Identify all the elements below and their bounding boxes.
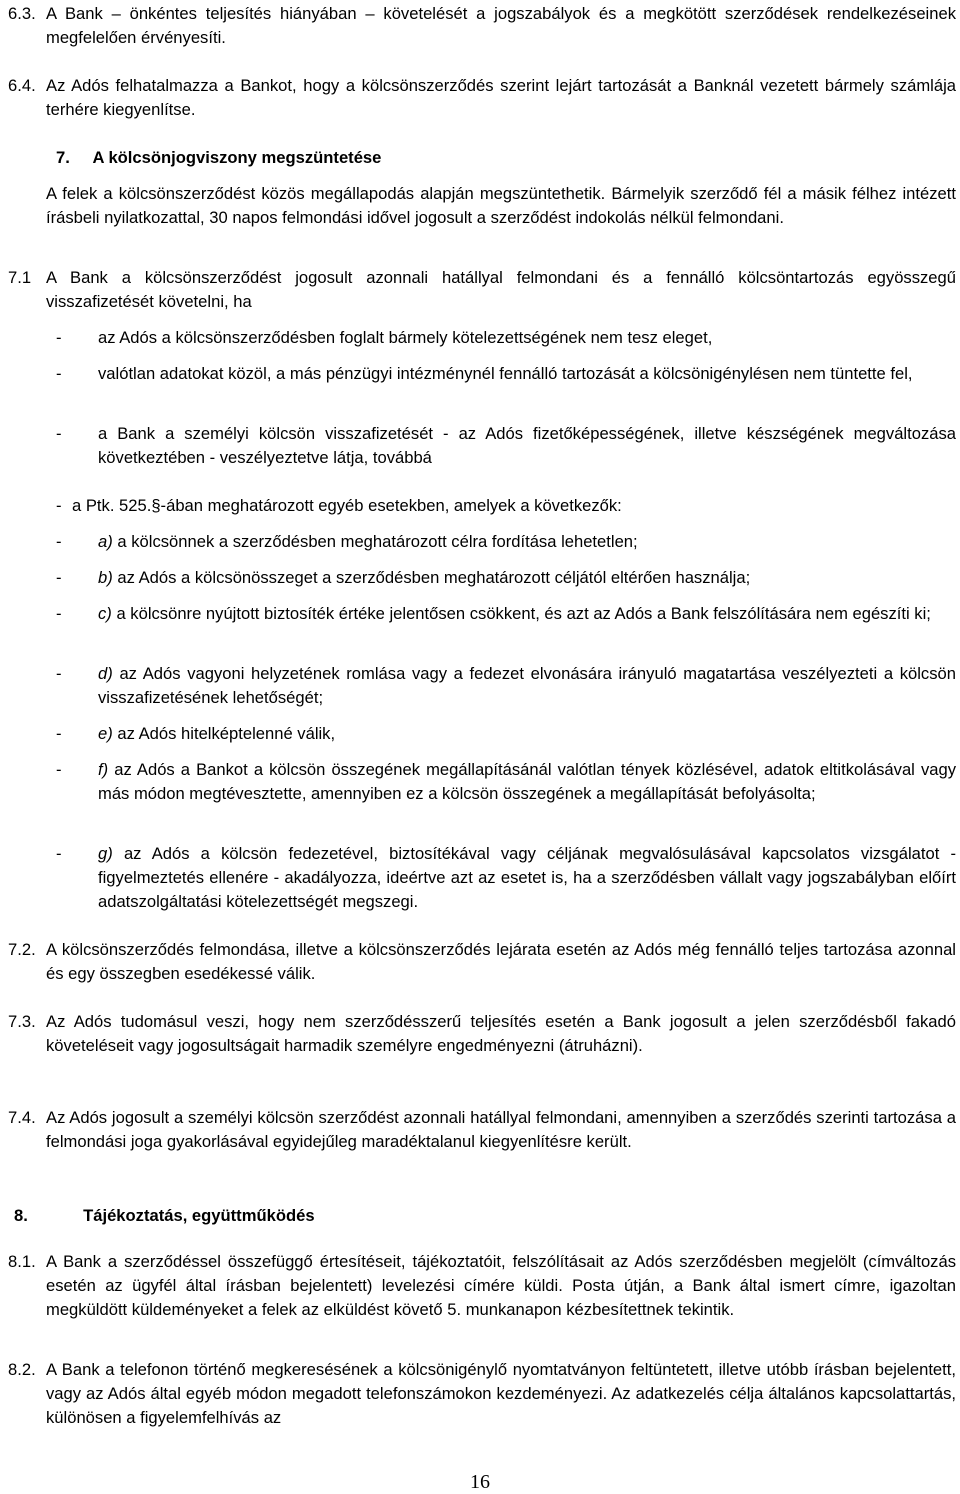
paragraph-text: A Bank a telefonon történő megkeresésének a kölcsönigénylő nyomtatványon feltüntetett, illetve utóbb írásban bejelentett, vagy az Adós által egyéb módon megadott telefonszámokon kezdeményezi. Az adatkezelés célja általános kapcsolattartás, különösen a figyelemfelhívás az	[46, 1360, 956, 1427]
list-item	[56, 566, 956, 590]
paragraph-number: 7.2.	[8, 940, 36, 959]
paragraph-number: 6.3.	[8, 4, 36, 23]
list-item	[56, 362, 956, 386]
list-dash: -	[56, 364, 62, 383]
paragraph-number: 8.1.	[8, 1252, 36, 1271]
paragraph-6-4	[8, 74, 956, 122]
list-item	[56, 722, 956, 746]
list-item	[56, 842, 956, 914]
section-number: 8.	[14, 1206, 28, 1225]
section-number: 7.	[56, 148, 70, 167]
item-label: e)	[98, 724, 113, 743]
list-item	[56, 530, 956, 554]
list-dash: -	[56, 724, 62, 743]
list-item-text: az Adós a kölcsön fedezetével, biztosítékával vagy céljának megvalósulásával kapcsolatos vizsgálatot - figyelmeztetés ellenére - akadályozza, ideértve azt az esetet is, ha a szerződésben vállalt vagy jogszabályban előírt adatszolgáltatási kötelezettségét megszegi.	[98, 844, 956, 911]
paragraph-text: A Bank a szerződéssel összefüggő értesítéseit, tájékoztatóit, felszólításait az Adós szerződésben megjelölt (címváltozás esetén az ügyfél által írásban bejelentett) levelezési címére küldi. Posta útján, a Bank által ismert címre, igazoltan megküldött küldeményeket a felek az elküldést követő 5. munkanapon kézbesítettnek tekintik.	[46, 1252, 956, 1319]
paragraph-7-3	[8, 1010, 956, 1058]
item-label: g)	[98, 844, 113, 863]
list-item-text: a kölcsönnek a szerződésben meghatározott célra fordítása lehetetlen;	[117, 532, 638, 551]
list-dash: -	[56, 568, 62, 587]
paragraph-6-3	[8, 2, 956, 50]
paragraph-7-1	[8, 266, 956, 314]
list-item-text: a Ptk. 525.§-ában meghatározott egyéb esetekben, amelyek a következők:	[72, 496, 622, 515]
paragraph-text: Az Adós felhatalmazza a Bankot, hogy a kölcsönszerződés szerint lejárt tartozását a Banknál vezetett bármely számlája terhére kiegyenlítse.	[46, 76, 956, 119]
paragraph-text: A Bank a kölcsönszerződést jogosult azonnali hatállyal felmondani és a fennálló kölcsöntartozás egyösszegű visszafizetését követelni, ha	[46, 268, 956, 311]
paragraph-7-2	[8, 938, 956, 986]
list-item-text: az Adós hitelképtelenné válik,	[117, 724, 336, 743]
page-number: 16	[470, 1471, 490, 1493]
list-item-text: az Adós a Bankot a kölcsön összegének megállapításánál valótlan tények közlésével, adatok eltitkolásával vagy más módon megtévesztette, amennyiben ez a kölcsön összegének a megállapítását befolyásolta;	[98, 760, 956, 803]
item-label: c)	[98, 604, 112, 623]
item-label: d)	[98, 664, 113, 683]
list-item	[56, 758, 956, 806]
list-dash: -	[56, 496, 62, 515]
list-item	[56, 662, 956, 710]
paragraph-7-4	[8, 1106, 956, 1154]
paragraph-text: A felek a kölcsönszerződést közös megállapodás alapján megszüntethetik. Bármelyik szerződő fél a másik félhez intézett írásbeli nyilatkozattal, 30 napos felmondási idővel jogosult a szerződést indokolás nélkül felmondani.	[46, 184, 956, 227]
section-8-heading	[14, 1204, 315, 1228]
list-item	[56, 326, 956, 350]
list-dash: -	[56, 424, 62, 443]
paragraph-8-1	[8, 1250, 956, 1322]
list-item	[56, 602, 956, 626]
list-item-text: a kölcsönre nyújtott biztosíték értéke jelentősen csökkent, és azt az Adós a Bank felszólítására nem egészíti ki;	[116, 604, 931, 623]
list-item-text: valótlan adatokat közöl, a más pénzügyi intézménynél fennálló tartozását a kölcsönigénylésen nem tüntette fel,	[98, 364, 913, 383]
item-label: b)	[98, 568, 113, 587]
paragraph-text: Az Adós tudomásul veszi, hogy nem szerződésszerű teljesítés esetén a Bank jogosult a jelen szerződésből fakadó követeléseit vagy jogosultságait harmadik személyre engedményezni (átruházni).	[46, 1012, 956, 1055]
list-dash: -	[56, 664, 62, 683]
list-item-text: a Bank a személyi kölcsön visszafizetését - az Adós fizetőképességének, illetve készségének megváltozása következtében - veszélyeztetve látja, továbbá	[98, 424, 956, 467]
list-item-text: az Adós a kölcsönösszeget a szerződésben meghatározott céljától eltérően használja;	[117, 568, 751, 587]
paragraph-number: 8.2.	[8, 1360, 36, 1379]
item-label: a)	[98, 532, 113, 551]
item-label: f)	[98, 760, 109, 779]
paragraph-number: 7.3.	[8, 1012, 36, 1031]
section-title: A kölcsönjogviszony megszüntetése	[92, 148, 382, 167]
list-dash: -	[56, 532, 62, 551]
list-item	[56, 422, 956, 470]
paragraph-number: 6.4.	[8, 76, 36, 95]
list-dash: -	[56, 604, 62, 623]
list-item-text: az Adós a kölcsönszerződésben foglalt bármely kötelezettségének nem tesz eleget,	[98, 328, 713, 347]
paragraph-8-2	[8, 1358, 956, 1430]
paragraph-text: A Bank – önkéntes teljesítés hiányában – követelését a jogszabályok és a megkötött szerződések rendelkezéseinek megfelelően érvényesíti.	[46, 4, 956, 47]
paragraph-number: 7.1	[8, 268, 32, 287]
list-dash: -	[56, 760, 62, 779]
paragraph-7-intro	[46, 182, 956, 230]
list-dash: -	[56, 328, 62, 347]
list-item	[56, 494, 956, 518]
paragraph-text: Az Adós jogosult a személyi kölcsön szerződést azonnali hatállyal felmondani, amennyiben a szerződés szerinti tartozása a felmondási joga gyakorlásával egyidejűleg maradéktalanul kiegyenlítésre került.	[46, 1108, 956, 1151]
section-7-heading	[56, 146, 381, 170]
paragraph-number: 7.4.	[8, 1108, 36, 1127]
list-item-text: az Adós vagyoni helyzetének romlása vagy a fedezet elvonására irányuló magatartása veszélyezteti a kölcsön visszafizetésének lehetőségét;	[98, 664, 956, 707]
section-title: Tájékoztatás, együttműködés	[83, 1206, 315, 1225]
paragraph-text: A kölcsönszerződés felmondása, illetve a kölcsönszerződés lejárata esetén az Adós még fennálló teljes tartozása azonnal és egy összegben esedékessé válik.	[46, 940, 956, 983]
list-dash: -	[56, 844, 62, 863]
